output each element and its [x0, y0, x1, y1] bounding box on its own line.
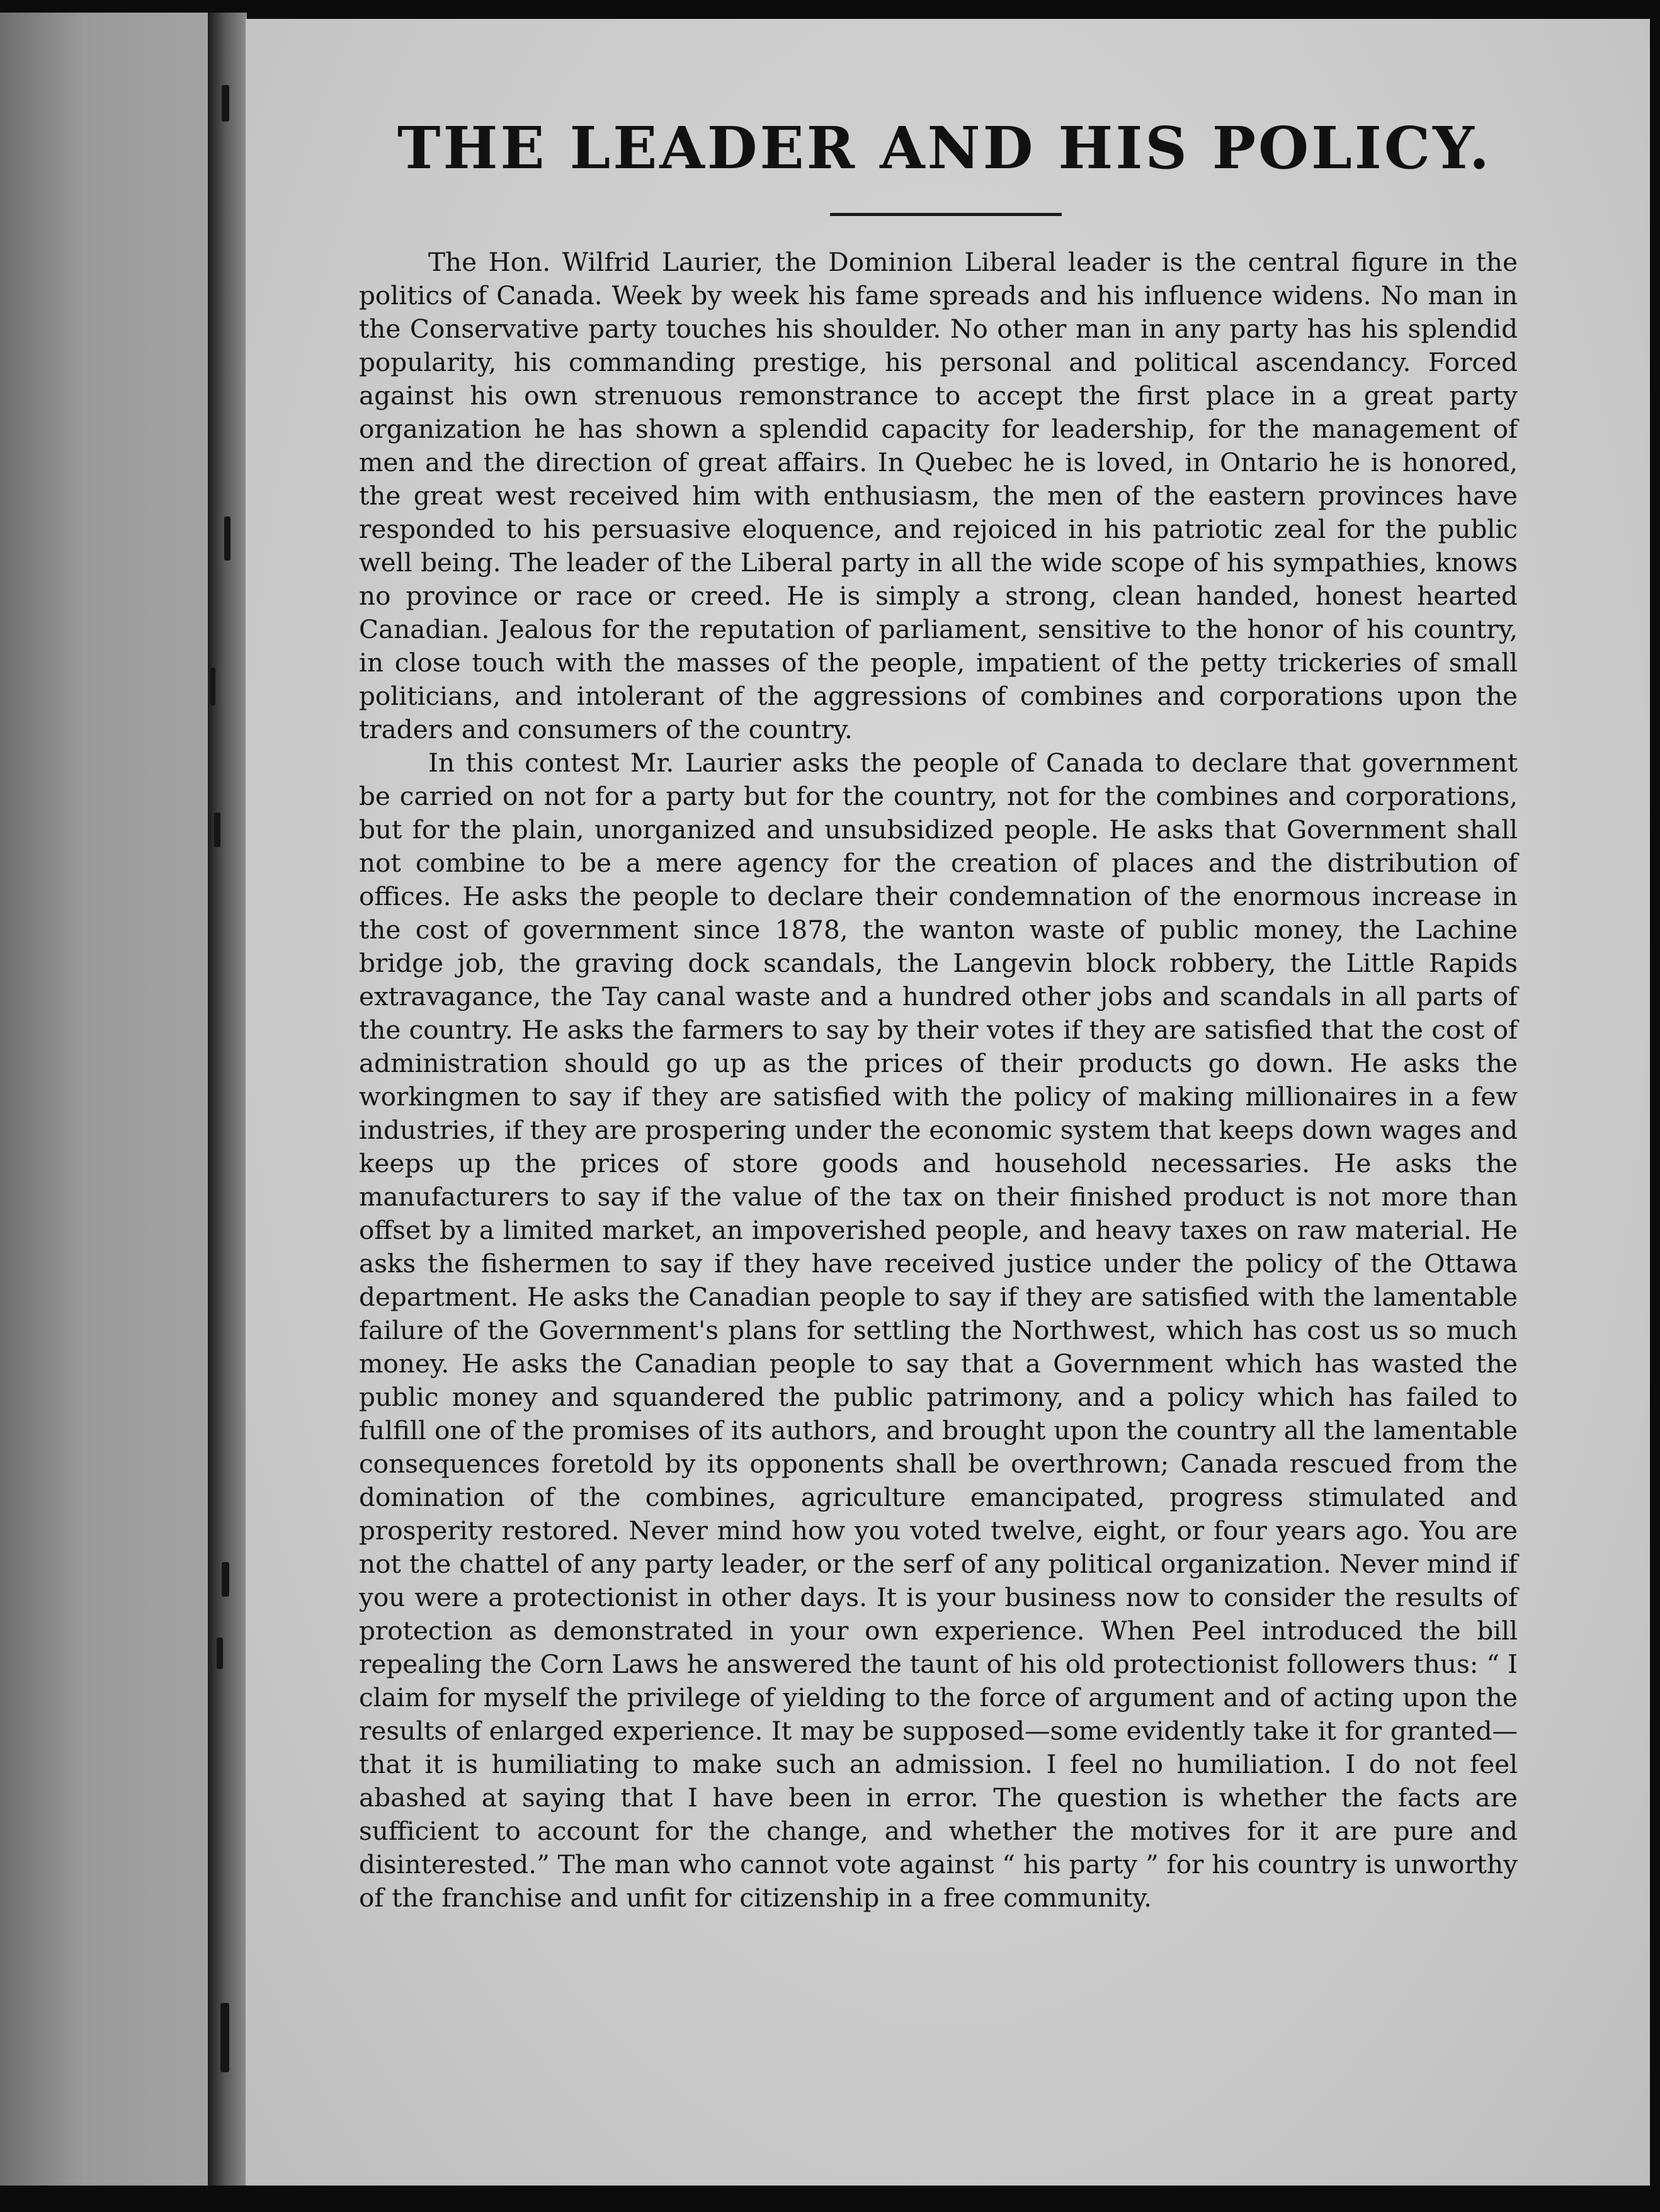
stitch-mark [210, 668, 215, 705]
paragraph-contest: In this contest Mr. Laurier asks the people of Canada to declare that government be carried on not for a party but for the country, not for the combines and corporations, but for the plain, unorganized and unsubsidized people. He asks that Government shall not combine to be a mere agency for the creation of places and the distribution of offices. He asks the people to declare their condemnation of the enormous increase in the cost of government since 1878, the wanton waste of public money, the Lachine bridge job, the graving dock scandals, the Langevin block robbery, the Little Rapids extravagance, the Tay canal waste and a hundred other jobs and scandals in all parts of the country. He asks the farmers to say by their votes if they are satisfied that the cost of administration should go up as the prices of their products go down. He asks the workingmen to say if they are satisfied with the policy of making millionaires in a few industries, if they are prospering under the economic system that keeps down wages and keeps up the prices of store goods and household necessaries. He asks the manufacturers to say if the value of the tax on their finished product is not more than offset by a limited market, an impoverished people, and heavy taxes on raw material. He asks the fishermen to say if they have received justice under the policy of the Ottawa department. He asks the Canadian people to say if they are satisfied with the lamentable failure of the Government's plans for settling the Northwest, which has cost us so much money. He asks the Canadian people to say that a Government which has wasted the public money and squandered the public patrimony, and a policy which has failed to fulfill one of the promises of its authors, and brought upon the country all the lamentable consequences foretold by its opponents shall be overthrown; Canada rescued from the domination of the combines, agriculture emancipated, progress stimulated and prosperity restored. Never mind how you voted twelve, eight, or four years ago. You are not the chattel of any party leader, or the serf of any political organization. Never mind if you were a protectionist in other days. It is your business now to consider the results of protection as demonstrated in your own experience. When Peel introduced the bill repealing the Corn Laws he answered the taunt of his old protectionist followers thus: “ I claim for myself the privilege of yielding to the force of argument and of acting upon the results of enlarged experience. It may be supposed—some evidently take it for granted—that it is humiliating to make such an admission. I feel no humiliation. I do not feel abashed at saying that I have been in error. The question is whether the facts are sufficient to account for the change, and whether the motives for it are pure and disinterested.” The man who cannot vote against “ his party ” for his country is unworthy of the franchise and unfit for citizenship in a free community. [359, 748, 1518, 1913]
article-body [359, 246, 1518, 1915]
facing-page-edge [0, 13, 208, 2186]
paragraph-intro: The Hon. Wilfrid Laurier, the Dominion Liberal leader is the central figure in the politics of Canada. Week by week his fame spreads and his influence widens. No man in the Conservative party touches his shoulder. No other man in any party has his splendid popularity, his commanding prestige, his personal and political ascendancy. Forced against his own strenuous remonstrance to accept the first place in a great party organization he has shown a splendid capacity for leadership, for the management of men and the direction of great affairs. In Quebec he is loved, in Ontario he is honored, the great west received him with enthusiasm, the men of the eastern provinces have responded to his persuasive eloquence, and rejoiced in his patriotic zeal for the public well being. The leader of the Liberal party in all the wide scope of his sympathies, knows no province or race or creed. He is simply a strong, clean handed, honest hearted Canadian. Jealous for the reputation of parliament, sensitive to the honor of his country, in close touch with the masses of the people, impatient of the petty trickeries of small politicians, and intolerant of the aggressions of combines and corporations upon the traders and consumers of the country. [359, 247, 1518, 744]
title-rule [830, 213, 1062, 216]
binding-gutter [208, 13, 247, 2186]
stitch-mark [224, 516, 230, 561]
stitch-mark [222, 85, 229, 122]
stitch-mark [222, 1562, 229, 1597]
stitch-mark [214, 812, 220, 847]
stitch-mark [220, 2003, 229, 2072]
page-title: THE LEADER AND HIS POLICY. [397, 114, 1492, 182]
stitch-mark [217, 1638, 223, 1669]
